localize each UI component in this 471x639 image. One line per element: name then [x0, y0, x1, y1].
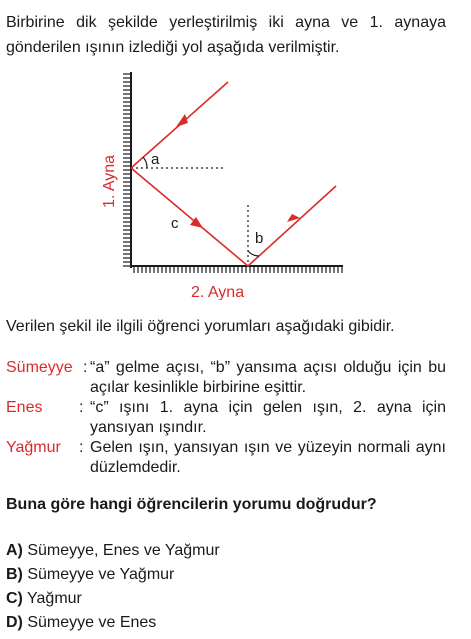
student-name: Enes — [6, 399, 43, 416]
ray-c-label: c — [171, 215, 179, 232]
intro-text: Birbirine dik şekilde yerleştirilmiş iki ayna ve 1. aynaya gönderilen ışının izlediği yol aşağıda verilmiştir. — [6, 14, 446, 56]
option-letter: B) — [6, 566, 23, 583]
mirror-diagram — [0, 0, 471, 300]
angle-b-arc — [248, 251, 259, 256]
colon: : — [83, 359, 88, 376]
option-text: Sümeyye ve Yağmur — [27, 566, 175, 583]
student-name: Yağmur — [6, 439, 61, 456]
option-text: Yağmur — [27, 590, 82, 607]
option-letter: C) — [6, 590, 23, 607]
mirror-2-label: 2. Ayna — [191, 284, 245, 300]
question-text: Buna göre hangi öğrencilerin yorumu doğrudur? — [6, 496, 377, 513]
mirror-1-label: 1. Ayna — [101, 154, 118, 208]
student-name: Sümeyye — [6, 359, 73, 376]
option-b[interactable] — [6, 565, 174, 585]
option-letter: D) — [6, 614, 23, 631]
option-text: Sümeyye, Enes ve Yağmur — [27, 542, 220, 559]
ray-arrow-incoming — [176, 114, 188, 127]
option-c[interactable] — [6, 589, 82, 609]
colon: : — [79, 439, 84, 456]
statement-enes — [6, 398, 446, 438]
light-ray — [131, 82, 336, 266]
colon: : — [79, 399, 84, 416]
angle-b-label: b — [255, 230, 264, 247]
option-d[interactable] — [6, 613, 156, 633]
statement-text: “c” ışını 1. ayna için gelen ışın, 2. ayna için yansıyan ışındır. — [90, 399, 446, 436]
mirror-2 — [131, 266, 343, 273]
statement-sumeyye — [6, 358, 446, 398]
statement-text: “a” gelme açısı, “b” yansıma açısı olduğu için bu açılar kesinlikle birbirine eşittir. — [90, 359, 446, 396]
option-letter: A) — [6, 542, 23, 559]
option-a[interactable] — [6, 541, 220, 561]
statement-text: Gelen ışın, yansıyan ışın ve yüzeyin normali aynı düzlemdedir. — [90, 439, 446, 476]
prompt-text: Verilen şekil ile ilgili öğrenci yorumları aşağıdaki gibidir. — [6, 318, 395, 335]
option-text: Sümeyye ve Enes — [27, 614, 157, 631]
statement-yagmur — [6, 438, 446, 478]
angle-a-label: a — [151, 151, 160, 168]
mirror-1 — [123, 72, 131, 268]
angle-a-arc — [143, 157, 147, 168]
